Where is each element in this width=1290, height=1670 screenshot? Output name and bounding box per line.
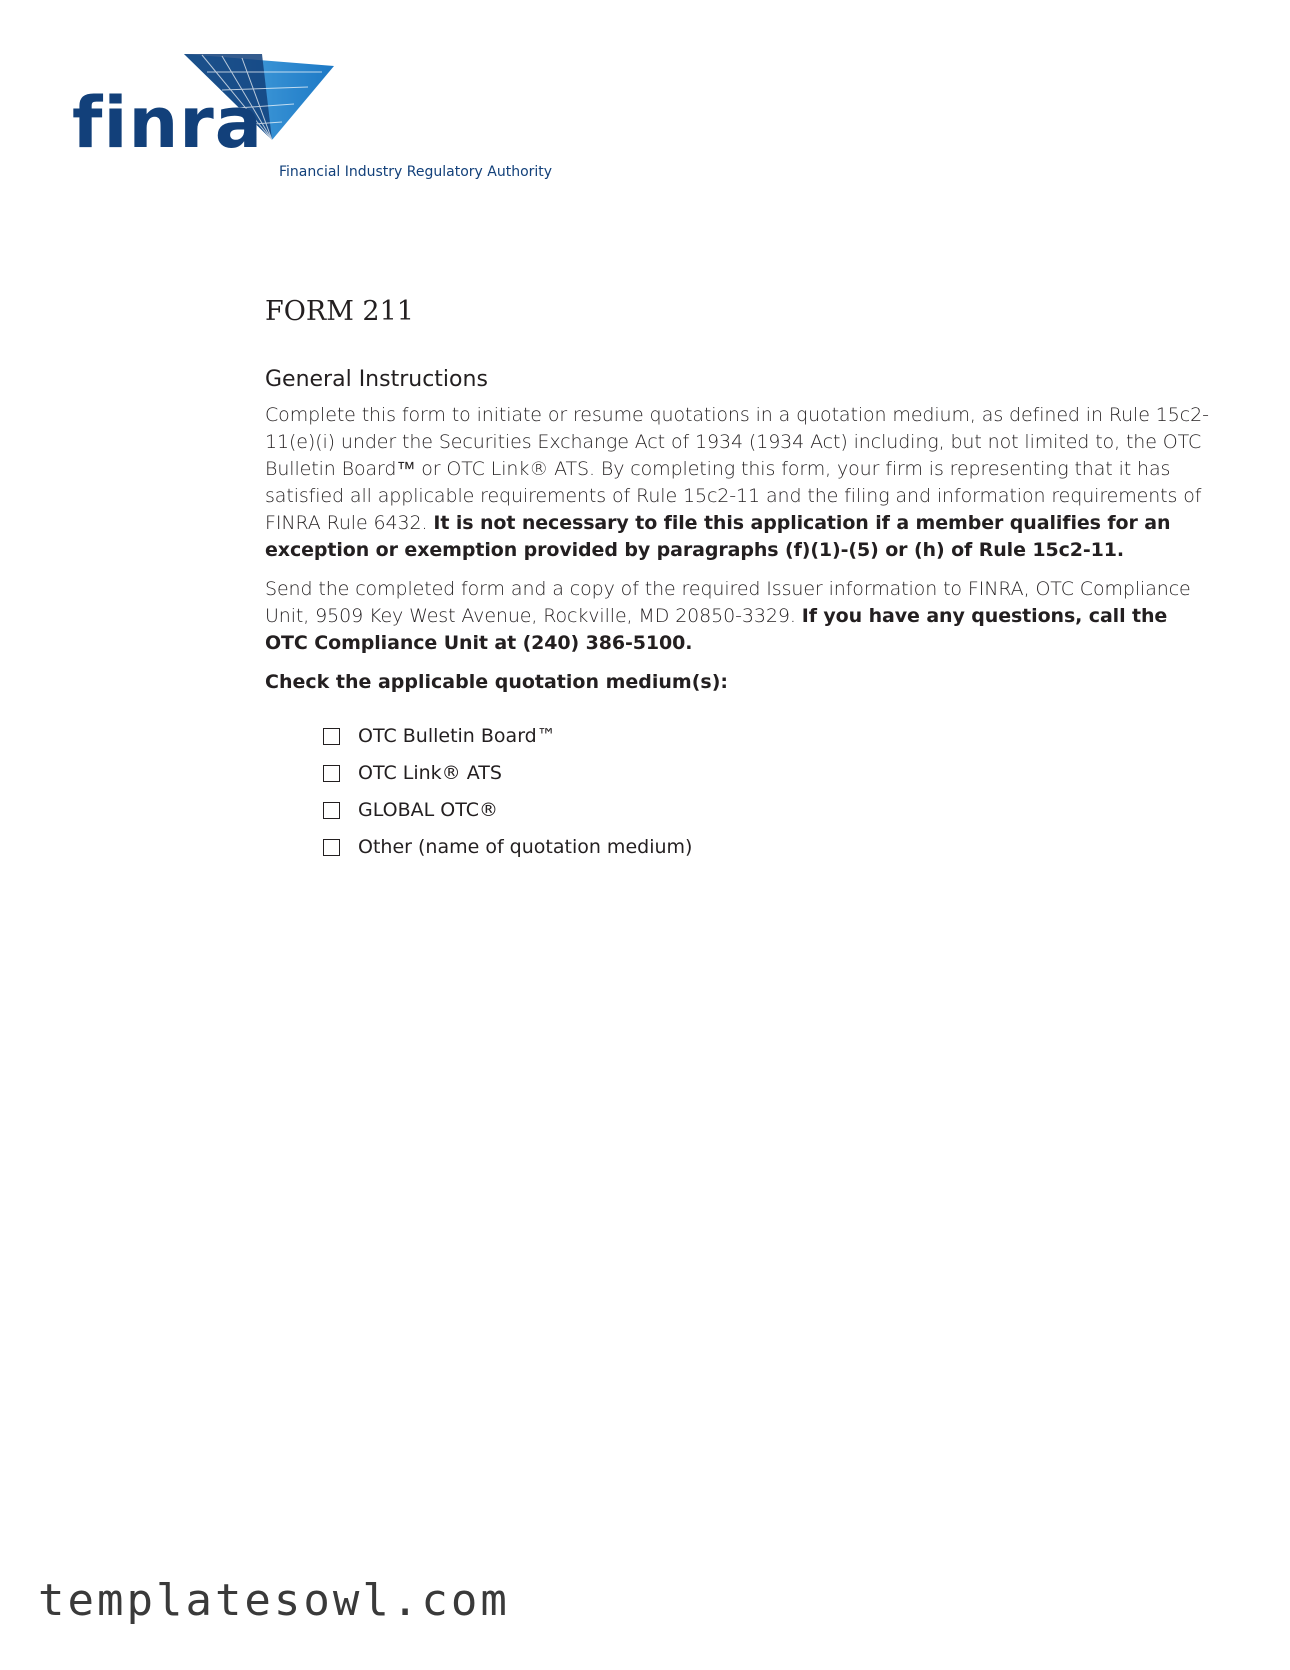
option-label: OTC Link® ATS (358, 762, 502, 785)
logo-subtitle: Financial Industry Regulatory Authority (279, 164, 553, 180)
option-other[interactable] (323, 829, 1215, 866)
instructions-paragraph-1 (265, 402, 1215, 564)
check-heading: Check the applicable quotation medium(s): (265, 670, 728, 693)
option-label: OTC Bulletin Board™ (358, 725, 556, 748)
option-otc-bulletin-board[interactable] (323, 718, 1215, 755)
para1-bold: It is not necessary to file this application if a member qualifies for an exception or exemption provided by paragraphs (f)(1)-(5) or (h) of Rule 15c2-11. (265, 511, 1171, 561)
para2-bold: If you have any questions, call the OTC Compliance Unit at (240) 386-5100. (265, 604, 1168, 654)
section-title: General Instructions (265, 367, 488, 393)
option-label: Other (name of quotation medium) (358, 836, 693, 859)
form-content (265, 296, 1215, 866)
checkbox[interactable] (323, 839, 340, 856)
quotation-medium-list (265, 718, 1215, 866)
watermark-text: templatesowl.com (38, 1575, 510, 1626)
instructions-paragraph-2 (265, 576, 1215, 657)
para2-text: Send the completed form and a copy of the required Issuer information to FINRA, OTC Compliance Unit, 9509 Key West Avenue, Rockville, MD 20850-3329. (265, 577, 1191, 627)
option-label: GLOBAL OTC® (358, 799, 498, 822)
option-otc-link-ats[interactable] (323, 755, 1215, 792)
checkbox[interactable] (323, 802, 340, 819)
finra-logo (72, 52, 572, 192)
checkbox[interactable] (323, 728, 340, 745)
checkbox[interactable] (323, 765, 340, 782)
para1-text: Complete this form to initiate or resume quotations in a quotation medium, as defined in Rule 15c2-11(e)(i) under the Securities Exchange Act of 1934 (1934 Act) including, but not limited to, the OTC Bulletin Board™ or OTC Link® ATS. By completing this form, your firm is representing that it has satisfied all applicable requirements of Rule 15c2-11 and the filing and information requirements of FINRA Rule 6432. (265, 403, 1209, 534)
option-global-otc[interactable] (323, 792, 1215, 829)
logo-wordmark: finra (72, 82, 264, 164)
form-title: FORM 211 (265, 296, 414, 327)
